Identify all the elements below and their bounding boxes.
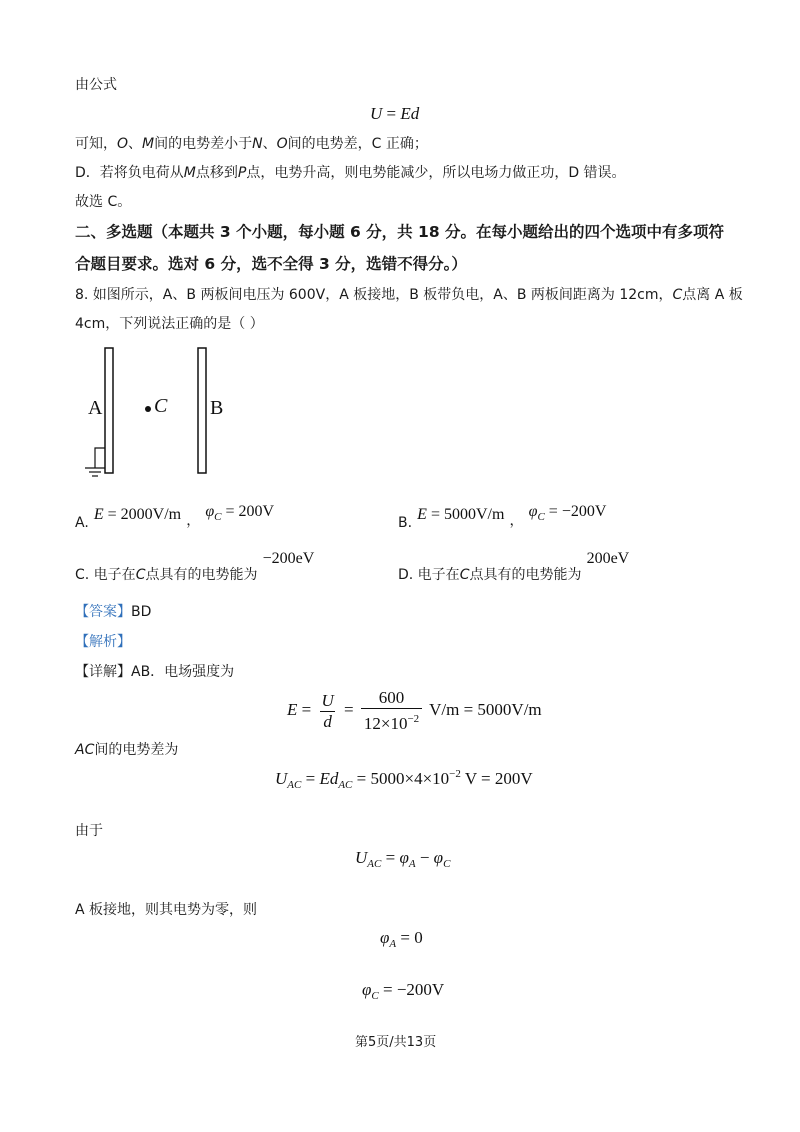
ac-potential-diff-line: AC间的电势差为	[75, 742, 179, 758]
analysis-tag: 【解析】	[75, 634, 131, 650]
ground-line: A 板接地，则其电势为零，则	[75, 902, 258, 918]
equation-phi-a: $\varphi_A = 0$	[380, 928, 423, 950]
plate-b-label: B	[210, 397, 224, 419]
fraction-values: $\frac{600}{12\times 10^{-2}}$	[361, 688, 422, 734]
question-8-line2: 4cm，下列说法正确的是（ ）	[75, 316, 264, 332]
choice-conclusion: 故选 C。	[75, 194, 132, 210]
detail-line: 【详解】AB．电场强度为	[75, 664, 235, 680]
equation-uac-phi: $U_{AC} = \varphi_A - \varphi_C$	[355, 848, 451, 870]
option-d: D. 电子在C点具有的电势能为 200eV	[398, 550, 630, 583]
option-a: A. E = 2000V/m ， $\varphi_C = 200V$	[75, 503, 275, 531]
formula-u-ed: U = Ed	[370, 104, 420, 123]
page-footer: 第5页/共13页	[355, 1035, 437, 1050]
option-b: B. E = 5000V/m ， $\varphi_C = -200V$	[398, 503, 607, 531]
option-c: C. 电子在C点具有的电势能为 −200eV	[75, 550, 315, 583]
equation-field-strength: E = $\frac{U}{d}$ = $\frac{600}{12\times 10^{-2}}$ V/m = 5000V/m	[287, 688, 542, 733]
point-c	[145, 406, 151, 412]
plate-a	[105, 348, 113, 473]
fraction-u-d: $\frac{U}{d}$	[321, 690, 334, 731]
answer-line	[75, 603, 151, 621]
capacitor-plates-figure	[70, 340, 250, 490]
equation-uac: $U_{AC} = Ed_{AC} = 5000\times 4\times 10^{-2}$ V = 200V	[275, 768, 533, 791]
answer-tag: 【答案】	[75, 604, 131, 620]
equation-phi-c: $\varphi_C = -200V$	[362, 980, 445, 1002]
option-d-explanation: D．若将负电荷从M点移到P点，电势升高，则电势能减少，所以电场力做正功，D 错误。	[75, 165, 626, 181]
plate-a-label: A	[88, 397, 103, 419]
because-line: 由于	[75, 823, 103, 839]
intro-text: 由公式	[75, 77, 117, 93]
point-c-label: C	[154, 395, 168, 417]
section-heading-line2: 合题目要求。选对 6 分，选不全得 3 分，选错不得分。）	[75, 255, 467, 273]
plate-b	[198, 348, 206, 473]
section-heading-line1: 二、多选题（本题共 3 个小题，每小题 6 分，共 18 分。在每小题给出的四个选项中有多项符	[75, 223, 725, 241]
conclusion-c-line: 可知，O、M间的电势差小于N、O间的电势差，C 正确；	[75, 136, 428, 152]
ground-symbol	[85, 448, 105, 476]
question-8-line1: 8. 如图所示，A、B 两板间电压为 600V，A 板接地，B 板带负电，A、B 两板间距离为 12cm，C点离 A 板	[75, 287, 743, 303]
answer-value: BD	[131, 604, 152, 620]
